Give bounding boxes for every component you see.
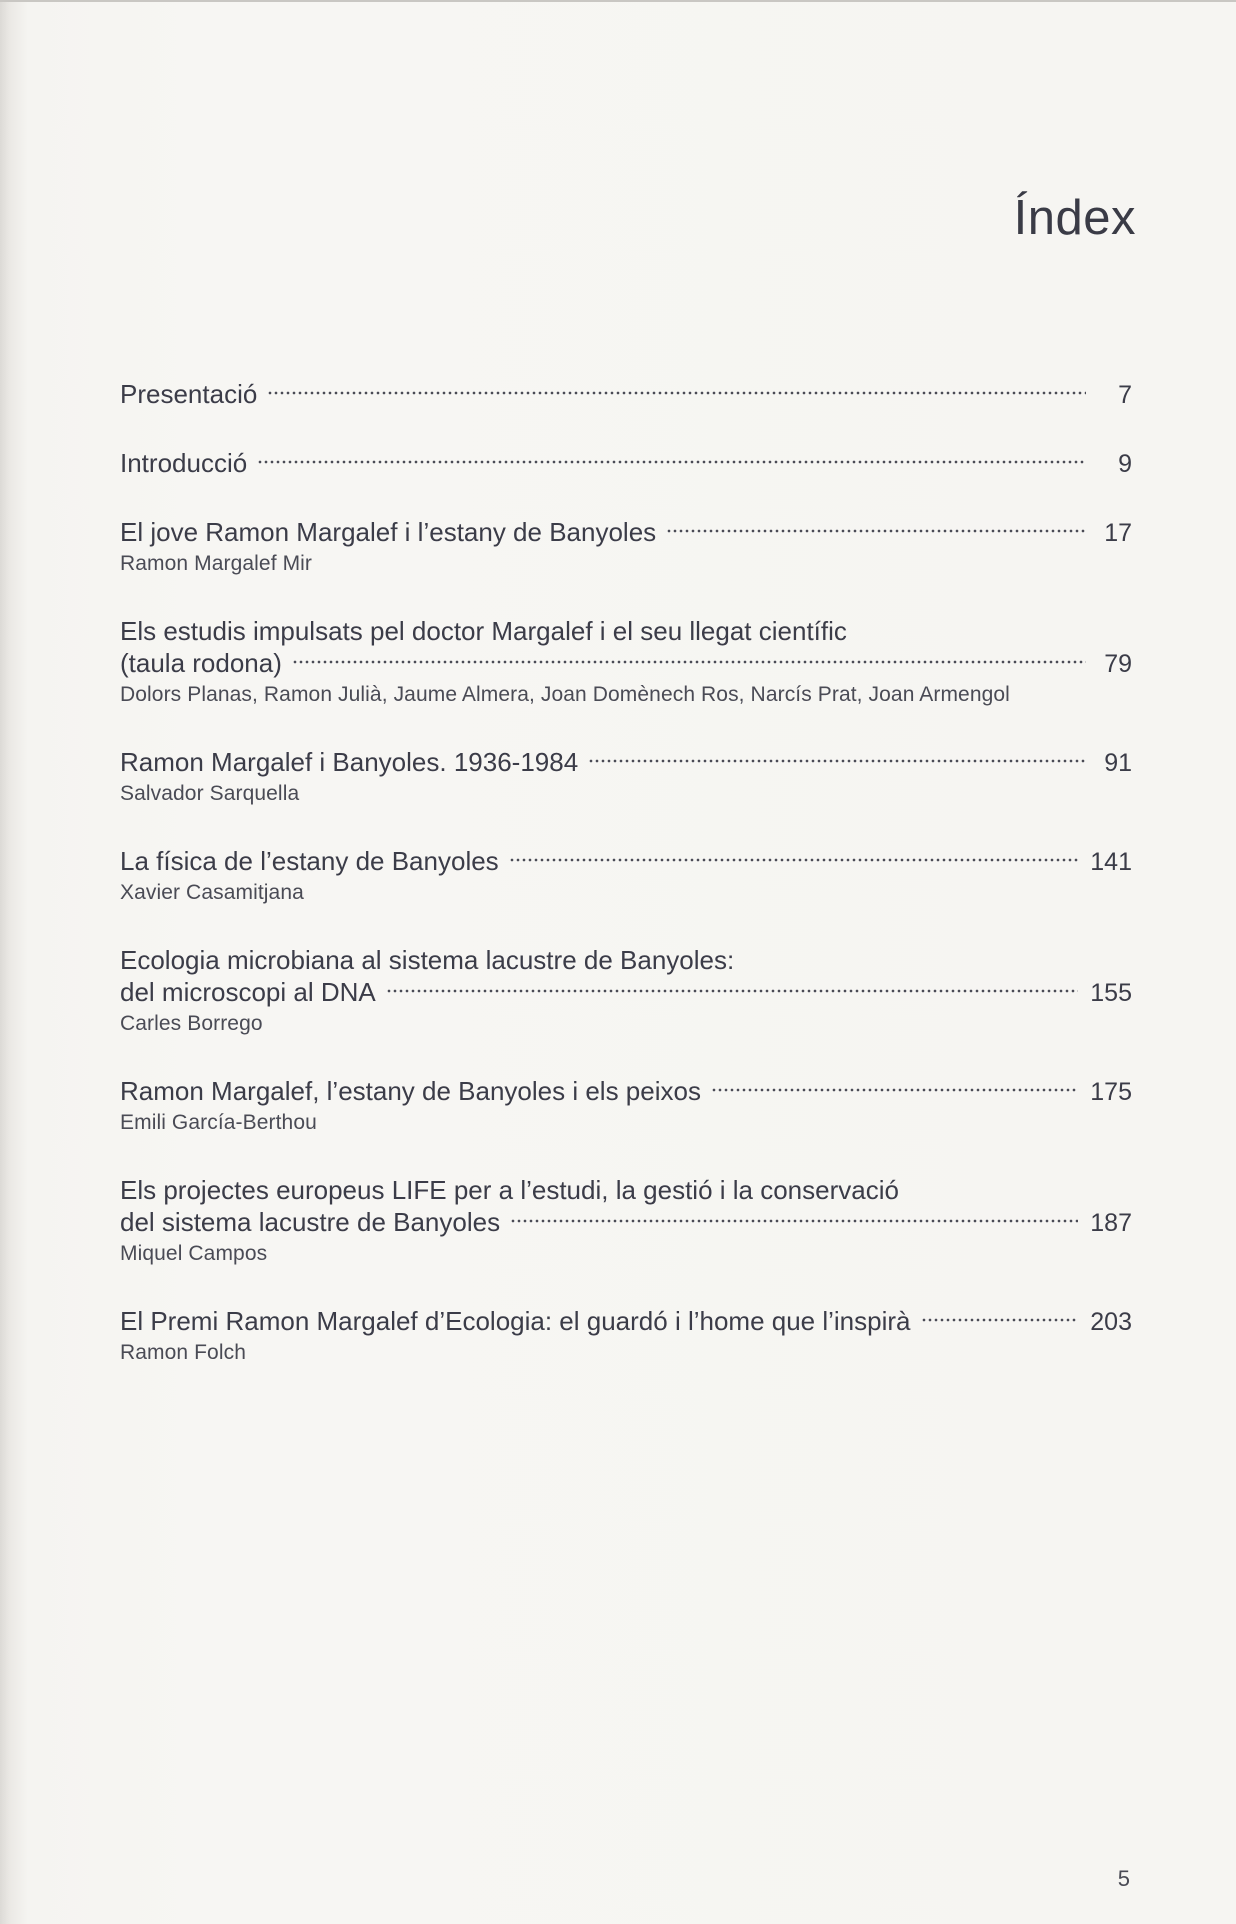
toc-page-number: 7 [1118, 381, 1132, 409]
toc-entry-title-line: Els estudis impulsats pel doctor Margalef i el seu llegat científic [120, 616, 847, 646]
toc-entry-title [120, 447, 1132, 480]
dot-leader [509, 857, 1079, 863]
toc-entry-title-line: Ecologia microbiana al sistema lacustre de Banyoles: [120, 945, 735, 975]
toc-entry-author: Carles Borrego [120, 1012, 263, 1035]
toc-entry [120, 845, 1132, 908]
toc-entry-title [120, 1174, 1132, 1239]
page-top-edge [0, 0, 1236, 2]
toc-entry [120, 1174, 1132, 1269]
toc-leader-row [120, 1075, 1132, 1108]
toc-entry-title [120, 378, 1132, 411]
toc-entry [120, 944, 1132, 1039]
toc-entry-author: Xavier Casamitjana [120, 881, 304, 904]
table-of-contents [120, 378, 1132, 1404]
toc-entry-title-line: Els projectes europeus LIFE per a l’estudi, la gestió i la conservació [120, 1175, 899, 1205]
toc-page-number: 155 [1090, 979, 1132, 1007]
toc-leader-row [120, 447, 1132, 480]
toc-entry [120, 1305, 1132, 1368]
toc-entry [120, 378, 1132, 411]
toc-entry-title [120, 1305, 1132, 1338]
dot-leader [292, 659, 1086, 665]
toc-entry [120, 746, 1132, 809]
toc-entry-author: Salvador Sarquella [120, 782, 300, 805]
toc-entry-title-text: La física de l’estany de Banyoles [120, 846, 499, 876]
toc-entry-author: Dolors Planas, Ramon Julià, Jaume Almera, Joan Domènech Ros, Narcís Prat, Joan Armengol [120, 683, 1010, 706]
toc-entry-title-text: Introducció [120, 448, 248, 478]
toc-leader-row [120, 976, 1132, 1009]
dot-leader [666, 528, 1086, 534]
toc-entry-author: Emili García-Berthou [120, 1111, 317, 1134]
toc-entry-title-text: El jove Ramon Margalef i l’estany de Banyoles [120, 517, 657, 547]
toc-entry [120, 447, 1132, 480]
toc-entry-title [120, 746, 1132, 779]
toc-entry-title [120, 516, 1132, 549]
toc-page-number: 187 [1090, 1209, 1132, 1237]
toc-entry-title-text: (taula rodona) [120, 648, 282, 678]
toc-entry-author: Ramon Folch [120, 1341, 246, 1364]
toc-entry-author: Ramon Margalef Mir [120, 552, 313, 575]
page-number: 5 [1117, 1866, 1130, 1891]
toc-entry-title-text: del microscopi al DNA [120, 977, 376, 1007]
toc-leader-row [120, 1305, 1132, 1338]
toc-leader-row [120, 1206, 1132, 1239]
toc-entry-author: Miquel Campos [120, 1242, 268, 1265]
toc-entry-title-text: del sistema lacustre de Banyoles [120, 1207, 501, 1237]
toc-leader-row [120, 516, 1132, 549]
toc-entry-title [120, 944, 1132, 1009]
toc-leader-row [120, 378, 1132, 411]
dot-leader [711, 1087, 1078, 1093]
toc-entry-title-text: El Premi Ramon Margalef d’Ecologia: el guardó i l’home que l’inspirà [120, 1306, 911, 1336]
dot-leader [510, 1218, 1078, 1224]
toc-entry-title [120, 845, 1132, 878]
toc-page-number: 91 [1104, 749, 1132, 777]
toc-page-number: 203 [1090, 1308, 1132, 1336]
toc-entry-title-text: Presentació [120, 379, 258, 409]
toc-leader-row [120, 746, 1132, 779]
toc-page-number: 141 [1090, 848, 1132, 876]
toc-page-number: 79 [1104, 650, 1132, 678]
dot-leader [386, 988, 1079, 994]
toc-entry-title-text: Ramon Margalef, l’estany de Banyoles i els peixos [120, 1076, 701, 1106]
dot-leader [921, 1317, 1079, 1323]
page-title: Índex [1013, 191, 1136, 245]
toc-entry [120, 1075, 1132, 1138]
dot-leader [588, 758, 1086, 764]
toc-page-number: 9 [1118, 450, 1132, 478]
toc-leader-row [120, 845, 1132, 878]
toc-entry-title-text: Ramon Margalef i Banyoles. 1936-1984 [120, 747, 579, 777]
toc-entry [120, 615, 1132, 710]
toc-page-number: 17 [1104, 519, 1132, 547]
dot-leader [257, 459, 1086, 465]
toc-leader-row [120, 647, 1132, 680]
toc-entry-title [120, 615, 1132, 680]
toc-page-number: 175 [1090, 1078, 1132, 1106]
toc-entry [120, 516, 1132, 579]
dot-leader [267, 390, 1086, 396]
toc-entry-title [120, 1075, 1132, 1108]
